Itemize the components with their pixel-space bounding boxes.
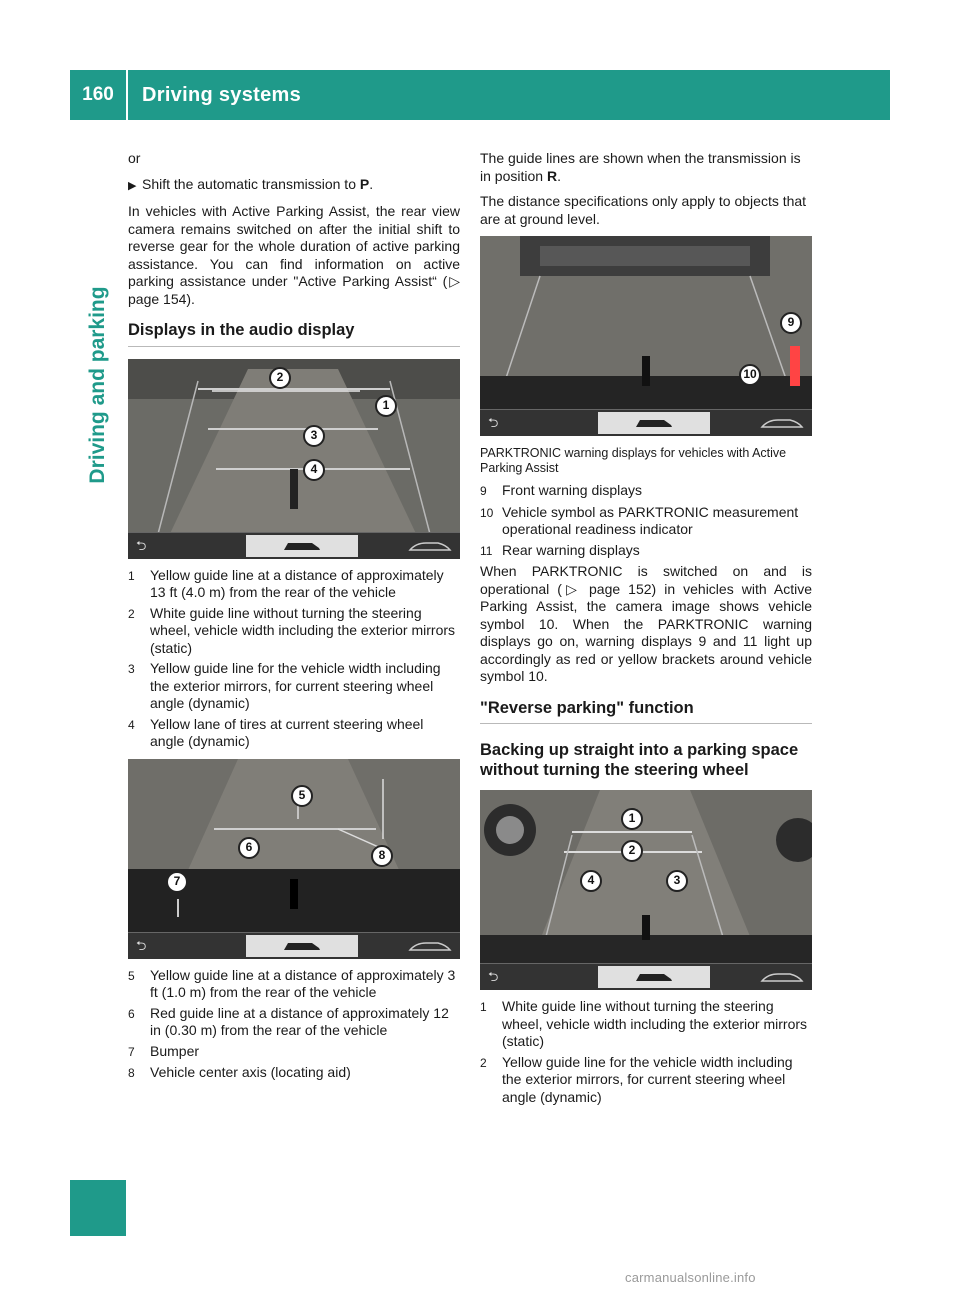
left-column [128, 150, 460, 1086]
distance-paragraph: The distance specifications only apply to objects that are at ground level. [480, 193, 807, 227]
or-text: or [128, 150, 141, 166]
legend-list-2 [128, 967, 460, 1083]
callout-badge: 4 [303, 459, 325, 481]
list-item: 1 Yellow guide line at a distance of approximately 13 ft (4.0 m) from the rear of the vehicle [128, 566, 444, 600]
legend-list-4 [480, 998, 812, 1106]
figure-caption: PARKTRONIC warning displays for vehicles with Active Parking Assist [480, 446, 787, 475]
section-title: Driving systems [142, 83, 302, 106]
callout-badge: 5 [291, 785, 313, 807]
page-number: 160 [70, 70, 128, 120]
instruction-bold: P [359, 175, 370, 192]
list-item: 3 Yellow guide line for the vehicle width including the exterior mirrors, for current steering wheel angle (dynamic) [128, 660, 441, 711]
callout-badge: 10 [739, 364, 761, 386]
list-item: 6 Red guide line at a distance of approximately 12 in (0.30 m) from the rear of the vehicle [128, 1004, 449, 1038]
legend-list-1 [128, 567, 460, 751]
callout-badge: 4 [580, 870, 602, 892]
list-item: 11 Rear warning displays [480, 541, 640, 558]
car-side-icon [710, 410, 812, 436]
callout-badge: 3 [666, 870, 688, 892]
camera-scene-4 [480, 790, 812, 990]
camera-image-4 [480, 790, 812, 990]
list-item: 2 Yellow guide line for the vehicle width including the exterior mirrors, for current steering wheel angle (dynamic) [480, 1053, 793, 1105]
camera-scene-1 [128, 359, 460, 559]
display-toolbar [128, 532, 460, 559]
callout-badge: 9 [780, 312, 802, 334]
instruction-text: Shift the automatic transmission to [142, 175, 360, 192]
back-icon: ⮌ [136, 937, 147, 953]
heading-reverse-parking: "Reverse parking" function [480, 700, 812, 725]
list-item: 8 Vehicle center axis (locating aid) [128, 1064, 351, 1080]
vehicle-icon [598, 966, 710, 988]
instruction-step: ▶ Shift the automatic transmission to P. [128, 176, 460, 196]
legend-list-3 [480, 482, 812, 560]
back-icon: ⮌ [136, 537, 147, 553]
display-toolbar [480, 963, 812, 990]
vehicle-icon [246, 935, 358, 957]
side-tab-marker [70, 1180, 126, 1236]
subheading-backing-up: Backing up straight into a parking space without turning the steering wheel [480, 741, 799, 779]
intro-paragraph: In vehicles with Active Parking Assist, the rear view camera remains switched on after the initial shift to reverse gear for the whole duration of active parking assistance. You can find information on active parking assistance under "Active Parking Assist“ (▷ page 154). [128, 203, 460, 307]
camera-image-1 [128, 359, 460, 559]
list-item: 4 Yellow lane of tires at current steering wheel angle (dynamic) [128, 715, 424, 749]
callout-badge: 6 [238, 837, 260, 859]
list-item: 7 Bumper [128, 1042, 200, 1059]
watermark: carmanualsonline.info [625, 1270, 756, 1285]
heading-audio-display: Displays in the audio display [128, 322, 460, 347]
side-tab-label: Driving and parking [86, 286, 109, 484]
page-header [70, 70, 890, 120]
list-item: 5 Yellow guide line at a distance of approximately 3 ft (1.0 m) from the rear of the vehicle [128, 966, 456, 1000]
list-item: 10 Vehicle symbol as PARKTRONIC measurement operational readiness indicator [480, 503, 799, 537]
display-toolbar [480, 409, 812, 436]
parktronic-paragraph: When PARKTRONIC is switched on and is operational (▷ page 152) in vehicles with Active Parking Assist, the camera image shows vehicle symbol 10. When the PARKTRONIC warning displays go on, warning displays 9 and 11 light up accordingly as red or yellow brackets around vehicle symbol 10. [480, 563, 812, 684]
callout-badge: 2 [269, 367, 291, 389]
callout-badge: 8 [371, 845, 393, 867]
list-item: 1 White guide line without turning the steering wheel, vehicle width including the exterior mirrors (static) [480, 998, 808, 1049]
back-icon: ⮌ [488, 415, 499, 431]
callout-badge: 2 [621, 840, 643, 862]
car-side-icon [358, 933, 460, 959]
camera-scene-3 [480, 236, 812, 436]
callout-badge: 1 [621, 808, 643, 830]
callout-badge: 7 [166, 871, 188, 893]
car-side-icon [358, 533, 460, 559]
callout-badge: 3 [303, 425, 325, 447]
arrow-icon: ▶ [128, 179, 137, 192]
right-column [480, 150, 812, 1109]
back-icon: ⮌ [488, 969, 499, 985]
camera-image-3 [480, 236, 812, 436]
side-tab [70, 120, 126, 1180]
list-item: 9 Front warning displays [480, 482, 643, 498]
vehicle-icon [246, 535, 358, 557]
camera-image-2 [128, 759, 460, 959]
display-toolbar [128, 932, 460, 959]
vehicle-icon [598, 412, 710, 434]
callout-badge: 1 [375, 395, 397, 417]
car-side-icon [710, 964, 812, 990]
transmission-paragraph: The guide lines are shown when the transmission is in position R. [480, 150, 801, 184]
list-item: 2 White guide line without turning the steering wheel, vehicle width including the exterior mirrors (static) [128, 604, 456, 656]
